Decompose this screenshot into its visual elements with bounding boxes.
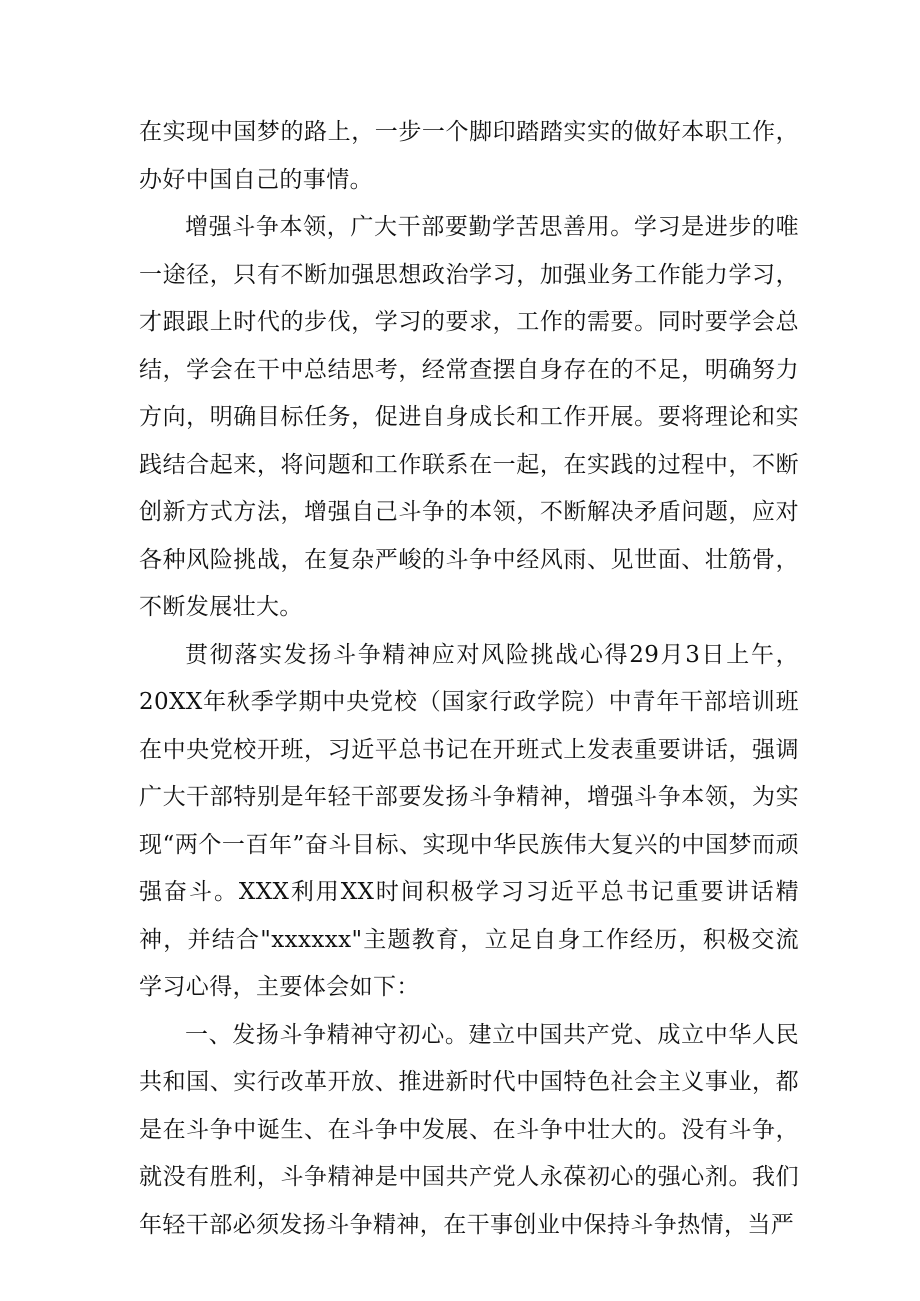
paragraph-2: 增强斗争本领，广大干部要勤学苦思善用。学习是进步的唯一途径，只有不断加强思想政治学习，加强业务工作能力学习，才跟跟上时代的步伐，学习的要求，工作的需要。同时要学会总结，学会在干中总结思考，经常查摆自身存在的不足，明确努力方向，明确目标任务，促进自身成长和工作开展。要将理论和实践结合起来，将问题和工作联系在一起，在实践的过程中，不断创新方式方法，增强自己斗争的本领，不断解决矛盾问题，应对各种风险挑战，在复杂严峻的斗争中经风雨、见世面、壮筋骨，不断发展壮大。: [139, 214, 799, 620]
document-body: [139, 109, 799, 1249]
paragraph-1: 在实现中国梦的路上，一步一个脚印踏踏实实的做好本职工作，办好中国自己的事情。: [139, 119, 799, 193]
paragraph-3: 贯彻落实发扬斗争精神应对风险挑战心得29月3日上午，20XX年秋季学期中央党校（国家行政学院）中青年干部培训班在中央党校开班，习近平总书记在开班式上发表重要讲话，强调广大干部特别是年轻干部要发扬斗争精神，增强斗争本领，为实现“两个一百年”奋斗目标、实现中华民族伟大复兴的中国梦而顽强奋斗。XXX利用XX时间积极学习习近平总书记重要讲话精神，并结合"xxxxxx"主题教育，立足自身工作经历，积极交流学习心得，主要体会如下：: [139, 641, 799, 1000]
paragraph-4: 一、发扬斗争精神守初心。建立中国共产党、成立中华人民共和国、实行改革开放、推进新时代中国特色社会主义事业，都是在斗争中诞生、在斗争中发展、在斗争中壮大的。没有斗争，就没有胜利，斗争精神是中国共产党人永葆初心的强心剂。我们年轻干部必须发扬斗争精神，在干事创业中保持斗争热情，当严: [139, 1021, 799, 1238]
